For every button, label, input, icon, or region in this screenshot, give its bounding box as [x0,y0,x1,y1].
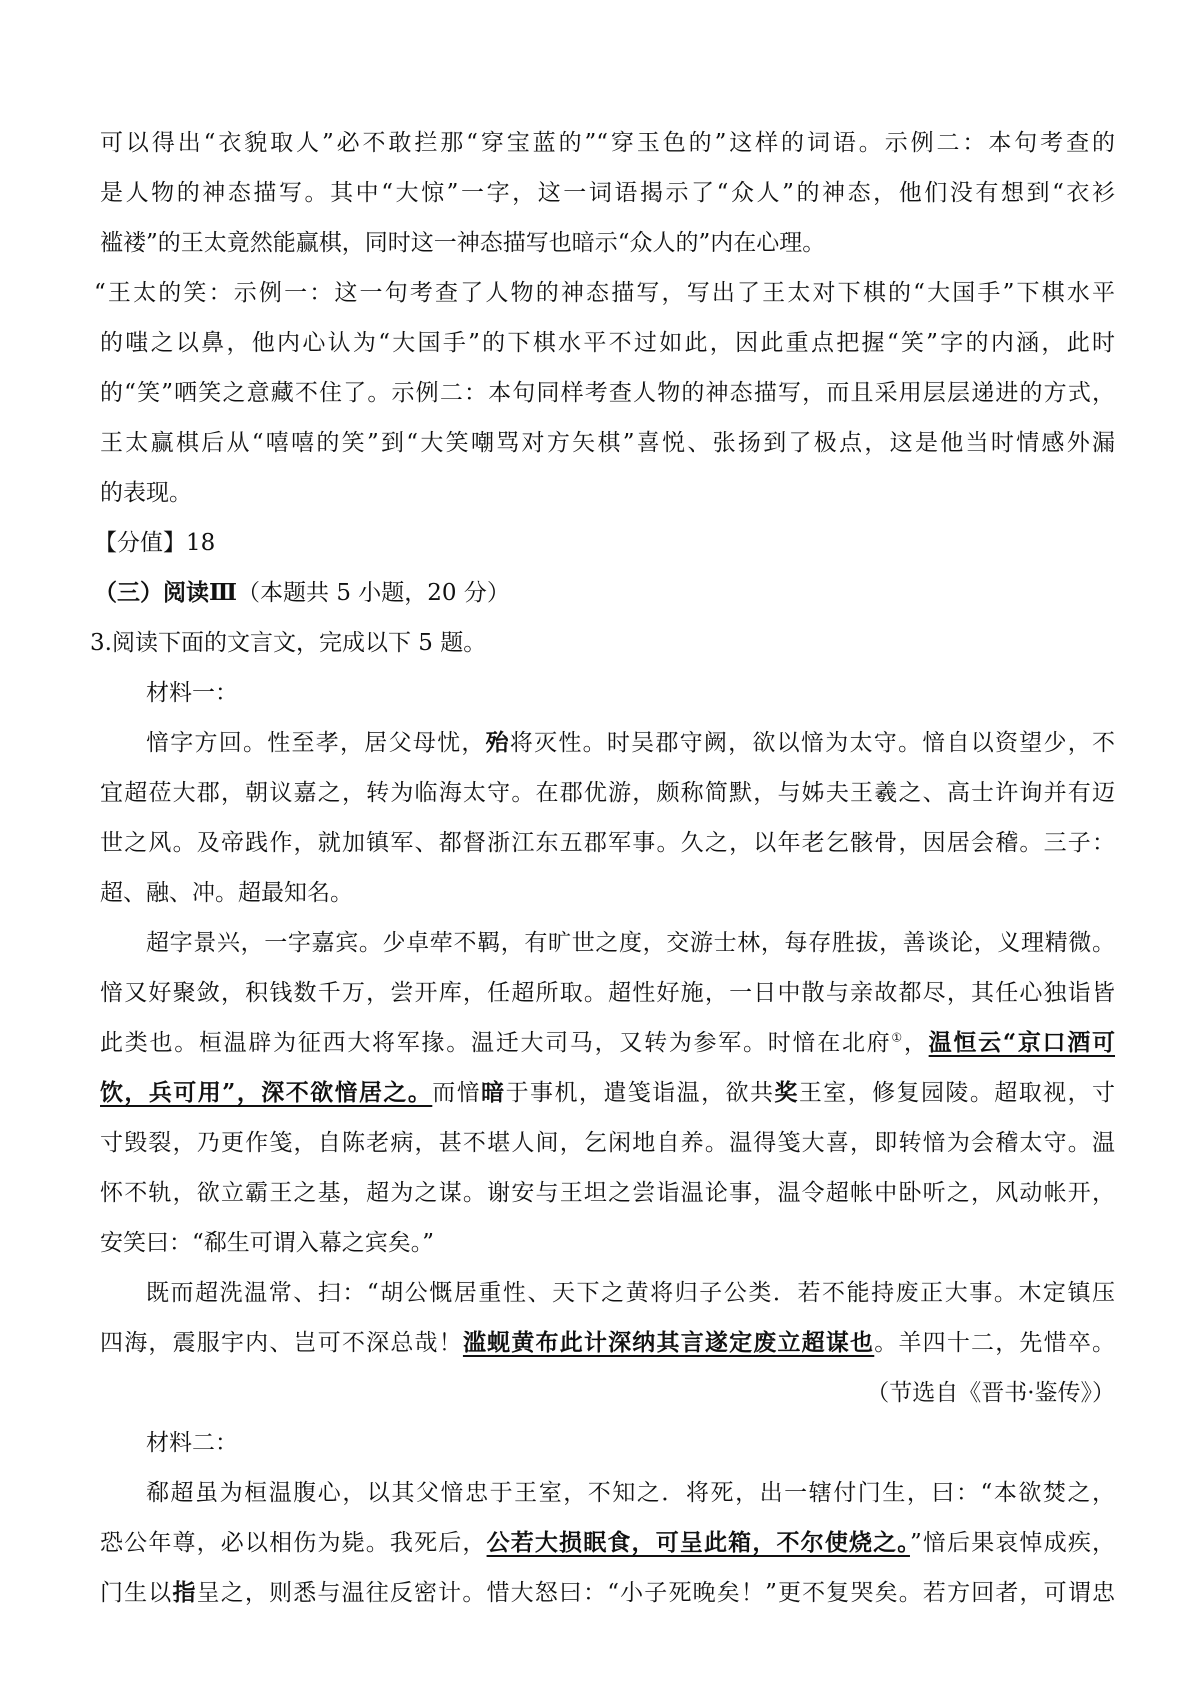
text-line: “王太的笑：示例一：这一句考查了人物的神态描写，写出了王太对下棋的“大国手”下棋水平 [94,280,1115,306]
bold-word: 暗 [481,1079,506,1106]
text-line: 褴褛”的王太竟然能赢棋，同时这一神态描写也暗示“众人的”内在心理。 [100,230,826,256]
text-line: 恐公年尊，必以相伤为毙。我死后，公若大损眠食，可呈此箱，不尔使烧之。”愔后果哀悼成疾， [100,1529,1116,1556]
material-two-title: 材料二： [146,1430,238,1456]
text-line: 的表现。 [100,480,192,506]
bold-word: 殆 [485,729,510,756]
text-line: 超、融、冲。超最知名。 [100,880,353,906]
score-label: 【分值】 [94,530,186,556]
text-line: 郗超虽为桓温腹心，以其父愔忠于王室，不知之．将死，出一辖付门生，曰：“本欲焚之， [146,1480,1115,1506]
text-line: 四海，震服宇内、岂可不深总哉！滥蚬黄布此计深纳其言遂定废立超谋也。羊四十二，先惜卒。 [100,1329,1116,1356]
text-line: 的嗤之以鼻，他内心认为“大国手”的下棋水平不过如此，因此重点把握“笑”字的内涵，此时 [100,330,1115,356]
score-line [94,528,215,558]
text-line: 是人物的神态描写。其中“大惊”一字，这一词语揭示了“众人”的神态，他们没有想到“衣衫 [100,180,1115,206]
text-line: 怀不轨，欲立霸王之基，超为之谋。谢安与王坦之尝诣温论事，温令超帐中卧听之，风动帐开， [100,1180,1115,1206]
score-value: 18 [186,530,216,556]
text-line: 王太赢棋后从“嘻嘻的笑”到“大笑嘲骂对方矢棋”喜悦、张扬到了极点，这是他当时情感外漏 [100,430,1115,456]
question-3: 3.阅读下面的文言文，完成以下 5 题。 [90,630,487,656]
bold-word: 指 [172,1579,197,1606]
text-line: 可以得出“衣貌取人”必不敢拦那“穿宝蓝的”“穿玉色的”这样的词语。示例二：本句考查的 [100,130,1115,156]
section-heading [94,578,510,608]
text-line: 的“笑”哂笑之意藏不住了。示例二：本句同样考查人物的神态描写，而且采用层层递进的方式， [100,380,1115,406]
footnote-marker: ① [891,1030,904,1045]
text-line: 门生以指呈之，则悉与温往反密计。惜大怒曰：“小子死晚矣！”更不复哭矣。若方回者，可谓忠 [100,1579,1115,1606]
text-line: 愔又好聚敛，积钱数千万，尝开库，任超所取。超性好施，一日中散与亲故都尽，其任心独诣皆 [100,980,1115,1006]
text-line: 超字景兴，一字嘉宾。少卓荦不羁，有旷世之度，交游士林，每存胜拔，善谈论，义理精微。 [146,930,1115,956]
underlined-sentence: 温恒云“京口酒可 [928,1029,1116,1056]
bold-word: 奖 [774,1079,799,1106]
text-line: 寸毁裂，乃更作笺，自陈老病，甚不堪人间，乞闲地自养。温得笺大喜，即转愔为会稽太守。温 [100,1130,1115,1156]
underlined-sentence: 饮，兵可用”，深不欲愔居之。 [100,1079,433,1106]
section-note: （本题共 5 小题，20 分） [237,580,510,606]
text-line: 饮，兵可用”，深不欲愔居之。而愔暗于事机，遣笺诣温，欲共奖王室，修复园陵。超取视，寸 [100,1079,1116,1106]
text-line: 世之风。及帝践作，就加镇军、都督浙江东五郡军事。久之，以年老乞骸骨，因居会稽。三子： [100,830,1115,856]
section-title: （三）阅读Ⅲ [94,579,238,606]
text-line: 既而超洗温常、扫：“胡公慨居重性、天下之黄将归子公类．若不能持废正大事。木定镇压 [146,1280,1115,1306]
text-line: 此类也。桓温辟为征西大将军掾。温迁大司马，又转为参军。时愔在北府①，温恒云“京口酒可 [100,1029,1116,1056]
text-line: 愔字方回。性至孝，居父母忧，殆将灭性。时吴郡守阙，欲以愔为太守。愔自以资望少，不 [146,729,1116,756]
text-line: 安笑曰：“郗生可谓入幕之宾矣。” [100,1230,435,1256]
underlined-sentence: 公若大损眠食，可呈此箱，不尔使烧之。 [486,1529,910,1556]
underlined-sentence: 滥蚬黄布此计深纳其言遂定废立超谋也 [462,1329,875,1356]
text-line: 宜超莅大郡，朝议嘉之，转为临海太守。在郡优游，颇称简默，与姊夫王羲之、高士许询并有迈 [100,780,1115,806]
source-citation: （节选自《晋书·鉴传》） [866,1380,1115,1406]
material-one-title: 材料一： [146,680,238,706]
